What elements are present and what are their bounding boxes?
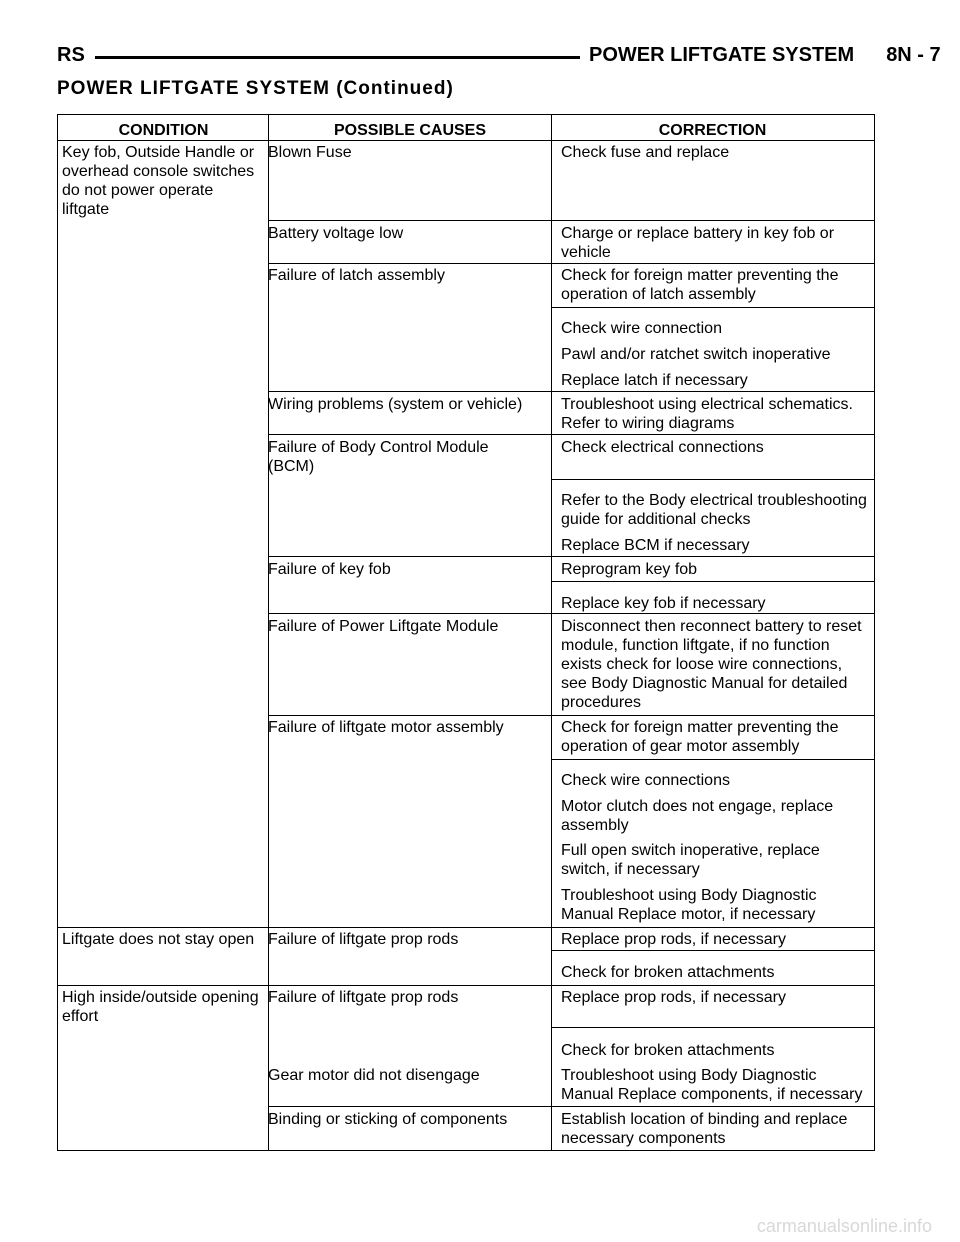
- row-divider: [58, 927, 874, 928]
- correction-divider: [551, 950, 874, 951]
- correction-cell: Troubleshoot using Body Diagnostic Manual Replace components, if necessary: [561, 1067, 863, 1103]
- cause-cell: Failure of liftgate motor assembly: [268, 719, 504, 736]
- correction-cell: Pawl and/or ratchet switch inoperative: [561, 346, 831, 363]
- correction-cell: Motor clutch does not engage, replace assembly: [561, 798, 834, 834]
- column-header-condition: CONDITION: [118, 122, 209, 139]
- correction-cell: Troubleshoot using electrical schematics. Refer to wiring diagrams: [561, 396, 853, 432]
- header-left-code: RS: [57, 44, 85, 66]
- correction-cell: Check for broken attachments: [561, 964, 775, 981]
- cause-cell: Failure of key fob: [268, 561, 391, 578]
- correction-cell: Reprogram key fob: [561, 561, 698, 578]
- page-number: 8N - 7: [886, 44, 941, 66]
- cause-cell: Failure of latch assembly: [268, 267, 445, 284]
- correction-cell: Check wire connection: [561, 320, 722, 337]
- correction-cell: Replace latch if necessary: [561, 372, 748, 389]
- header-title: POWER LIFTGATE SYSTEM: [589, 44, 855, 66]
- correction-cell: Check fuse and replace: [561, 144, 730, 161]
- row-divider: [269, 556, 874, 557]
- row-divider: [269, 220, 874, 221]
- row-divider: [269, 434, 874, 435]
- row-divider: [269, 391, 874, 392]
- cause-cell: Failure of liftgate prop rods: [268, 989, 459, 1006]
- correction-cell: Full open switch inoperative, replace switch, if necessary: [561, 842, 820, 878]
- cause-cell: Binding or sticking of components: [268, 1111, 508, 1128]
- correction-cell: Check electrical connections: [561, 439, 764, 456]
- header-right: [589, 44, 941, 66]
- correction-divider: [551, 479, 874, 480]
- correction-divider: [551, 581, 874, 582]
- correction-cell: Disconnect then reconnect battery to reset module, function liftgate, if no function exists check for loose wire connections, see Body Diagnostic Manual for detailed procedures: [561, 618, 862, 711]
- column-divider: [551, 115, 552, 1150]
- cause-cell: Blown Fuse: [268, 144, 352, 161]
- header-rule: [95, 56, 580, 59]
- condition-cell: Key fob, Outside Handle or overhead console switches do not power operate liftgate: [62, 144, 255, 218]
- correction-cell: Refer to the Body electrical troubleshooting guide for additional checks: [561, 492, 867, 528]
- correction-cell: Replace prop rods, if necessary: [561, 931, 786, 948]
- column-header-correction: CORRECTION: [658, 122, 767, 139]
- row-divider: [58, 985, 874, 986]
- cause-cell: Gear motor did not disengage: [268, 1067, 480, 1084]
- condition-cell: Liftgate does not stay open: [62, 931, 255, 948]
- correction-cell: Check for foreign matter preventing the operation of latch assembly: [561, 267, 839, 303]
- row-divider: [58, 140, 874, 141]
- cause-cell: Failure of liftgate prop rods: [268, 931, 459, 948]
- row-divider: [269, 263, 874, 264]
- cause-cell: Battery voltage low: [268, 225, 404, 242]
- cause-cell: Wiring problems (system or vehicle): [268, 396, 523, 413]
- correction-cell: Replace key fob if necessary: [561, 595, 766, 612]
- correction-cell: Check wire connections: [561, 772, 730, 789]
- cause-cell: Failure of Power Liftgate Module: [268, 618, 499, 635]
- correction-cell: Troubleshoot using Body Diagnostic Manual Replace motor, if necessary: [561, 887, 817, 923]
- correction-divider: [551, 307, 874, 308]
- row-divider: [269, 613, 874, 614]
- correction-cell: Charge or replace battery in key fob or vehicle: [561, 225, 835, 261]
- column-header-causes: POSSIBLE CAUSES: [333, 122, 487, 139]
- footer-watermark: carmanualsonline.info: [756, 1216, 932, 1236]
- correction-cell: Establish location of binding and replace necessary components: [561, 1111, 848, 1147]
- correction-cell: Replace prop rods, if necessary: [561, 989, 786, 1006]
- row-divider: [269, 715, 874, 716]
- section-title: POWER LIFTGATE SYSTEM (Continued): [57, 78, 454, 99]
- condition-cell: High inside/outside opening effort: [62, 989, 259, 1025]
- correction-cell: Check for broken attachments: [561, 1042, 775, 1059]
- correction-divider: [551, 1027, 874, 1028]
- cause-cell: Failure of Body Control Module (BCM): [268, 439, 489, 475]
- correction-divider: [551, 759, 874, 760]
- correction-cell: Check for foreign matter preventing the operation of gear motor assembly: [561, 719, 839, 755]
- correction-cell: Replace BCM if necessary: [561, 537, 750, 554]
- diagnosis-table: [57, 114, 875, 1151]
- row-divider: [269, 1106, 874, 1107]
